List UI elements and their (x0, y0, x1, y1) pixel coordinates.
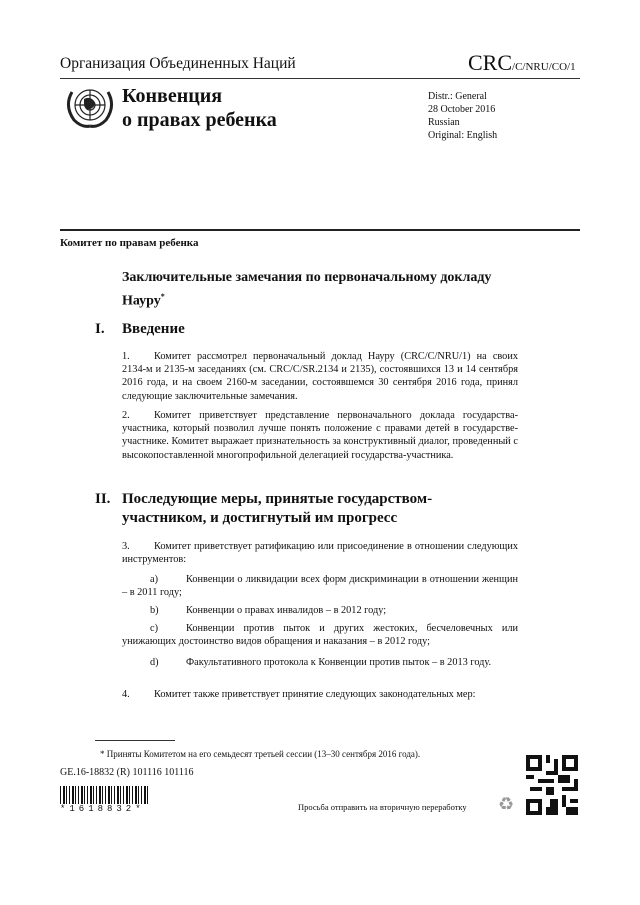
barcode-number: *1618832* (60, 804, 145, 814)
list-item-b (122, 604, 518, 617)
symbol-suffix: /C/NRU/CO/1 (512, 61, 576, 73)
language: Russian (428, 117, 460, 128)
section-title: Введение (122, 321, 185, 337)
item-text: Конвенции о ликвидации всех форм дискриминации в отношении женщин – в 2011 году; (122, 574, 518, 599)
item-letter: b) (150, 605, 159, 616)
paragraph-number: 4. (122, 689, 130, 700)
distribution-block (428, 90, 497, 142)
paragraph-3 (122, 540, 518, 566)
item-text: Факультативного протокола к Конвенции против пыток – в 2013 году. (186, 657, 492, 668)
barcode-icon (60, 786, 148, 804)
section-number: II. (95, 491, 111, 507)
document-title (122, 268, 522, 311)
title-line-2: о правах ребенка (122, 109, 277, 131)
job-number: GE.16-18832 (R) 101116 101116 (60, 767, 194, 778)
paragraph-text: Комитет также приветствует принятие следующих законодательных мер: (154, 689, 476, 700)
paragraph-text: Комитет приветствует представление первоначального доклада государства-участника, который позволил лучше понять положение с правами детей в государстве-участнике. Комитет выражает признательность за конструктивный диалог, проведенный с высокопоставленной многопрофильной делегацией государства-участника. (122, 410, 518, 461)
recycle-notice: Просьба отправить на вторичную переработку (298, 802, 467, 812)
footnote-mark: * (160, 292, 165, 301)
qr-code-icon (526, 755, 578, 815)
recycle-icon: ♻ (498, 794, 515, 814)
paragraph-number: 1. (122, 351, 130, 362)
list-item-a (122, 573, 518, 599)
organization-name: Организация Объединенных Наций (60, 55, 296, 72)
paragraph-number: 2. (122, 410, 130, 421)
item-letter: c) (150, 623, 158, 634)
original-language: Original: English (428, 130, 498, 141)
header-rule (60, 78, 580, 79)
item-text: Конвенции против пыток и других жестоких, бесчеловечных или унижающих достоинство видов обращения и наказания – в 2012 году; (122, 623, 518, 648)
section-heading-1 (95, 320, 185, 339)
paragraph-number: 3. (122, 541, 130, 552)
distribution: Distr.: General (428, 91, 487, 102)
treaty-title (122, 84, 277, 132)
footnote-rule (95, 740, 175, 741)
un-emblem-icon (62, 82, 118, 130)
paragraph-4 (122, 688, 518, 701)
document-title-text: Заключительные замечания по первоначальному докладу Науру (122, 270, 492, 309)
section-heading-2 (95, 490, 482, 528)
paragraph-text: Комитет рассмотрел первоначальный доклад Науру (CRC/C/NRU/1) на своих 2134-м и 2135-м заседаниях (см. CRC/C/SR.2134 и 2135), состоявшихся 13 и 14 сентября 2016 года, и на своем 2160-м заседании, состоявшемся 30 сентября 2016 года, принял следующие заключительные замечания. (122, 351, 518, 402)
footnote: * Приняты Комитетом на его семьдесят третьей сессии (13–30 сентября 2016 года). (100, 749, 421, 759)
item-letter: d) (150, 657, 159, 668)
item-text: Конвенции о правах инвалидов – в 2012 году; (186, 605, 387, 616)
date: 28 October 2016 (428, 104, 496, 115)
section-title: Последующие меры, принятые государством-участником, и достигнутый им прогресс (122, 491, 433, 526)
list-item-d (122, 656, 518, 669)
title-rule (60, 229, 580, 231)
document-symbol (468, 50, 576, 76)
paragraph-2 (122, 409, 518, 462)
symbol-main: CRC (468, 50, 513, 75)
item-letter: a) (150, 574, 158, 585)
title-line-1: Конвенция (122, 85, 223, 107)
paragraph-text: Комитет приветствует ратификацию или присоединение в отношении следующих инструментов: (122, 541, 518, 566)
committee-name: Комитет по правам ребенка (60, 237, 199, 249)
paragraph-1 (122, 350, 518, 403)
list-item-c (122, 622, 518, 648)
section-number: I. (95, 321, 105, 337)
